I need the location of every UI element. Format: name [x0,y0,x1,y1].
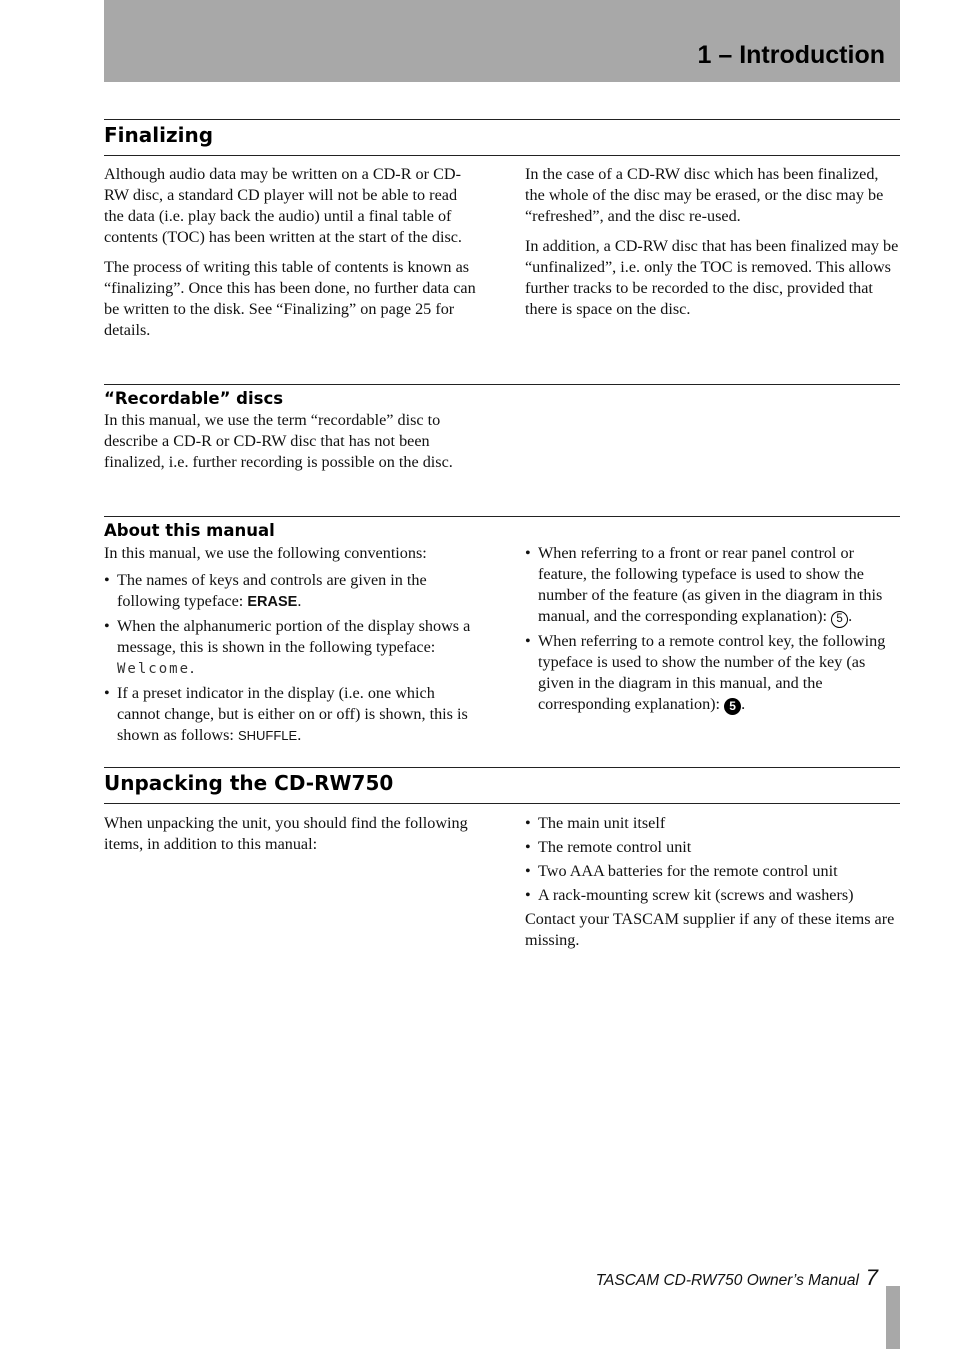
finalizing-heading: Finalizing [104,123,214,147]
list-item: • Two AAA batteries for the remote control unit [525,861,901,882]
about-right-column [525,543,901,718]
section-rule-bottom [104,803,900,804]
subsection-rule [104,384,900,385]
paragraph: The process of writing this table of contents is known as “finalizing”. Once this has been done, no further data can be written to the disk. See “Finalizing” on page 25 for details. [104,258,476,339]
page-edge-tab [886,1286,900,1349]
list-item-text: If a preset indicator in the display (i.e. one which cannot change, but is either on or off) is shown, this is shown as follows: [117,684,468,744]
indicator-typeface-example: SHUFFLE [237,728,298,743]
list-item-text: The names of keys and controls are given in the following typeface: [117,571,427,610]
list-item: • If a preset indicator in the display (i.e. one which cannot change, but is either on or off) is shown, this is shown as follows: SHUFFLE. [104,683,480,746]
display-typeface-example: Welcome [117,661,191,677]
key-typeface-example: ERASE [247,594,298,610]
unpacking-right-column [525,813,901,960]
subsection-rule [104,516,900,517]
about-heading: About this manual [104,521,275,540]
list-item-text: When the alphanumeric portion of the display shows a message, this is shown in the following typeface: [117,617,471,656]
chapter-title: 1 – Introduction [697,41,885,69]
unpacking-left-column [104,813,480,864]
conventions-list [525,543,901,715]
footer-manual-title: TASCAM CD-RW750 Owner’s Manual [595,1272,859,1289]
paragraph: In this manual, we use the term “recordable” disc to describe a CD-R or CD-RW disc that has not been finalized, i.e. further recording is possible on the disc. [104,411,453,471]
finalizing-right-column [525,164,901,329]
paragraph: In the case of a CD-RW disc which has been finalized, the whole of the disc may be erased, or the disc may be “refreshed”, and the disc re-used. [525,165,884,225]
chapter-header-band [104,0,900,82]
conventions-list [104,570,480,746]
page-number: 7 [865,1265,878,1290]
section-rule-top [104,767,900,768]
list-item: • When referring to a front or rear panel control or feature, the following typeface is used to show the number of the feature (as given in the diagram in this manual, and the corresponding explanation): 5 . [525,543,901,628]
list-item: • A rack-mounting screw kit (screws and washers) [525,885,901,906]
list-item-text: When referring to a remote control key, the following typeface is used to show the number of the key (as given in the diagram in this manual, and the corresponding explanation): [538,632,886,713]
list-item: • The remote control unit [525,837,901,858]
paragraph: Contact your TASCAM supplier if any of these items are missing. [525,910,895,949]
paragraph: When unpacking the unit, you should find the following items, in addition to this manual: [104,814,468,853]
paragraph: In this manual, we use the following conventions: [104,544,427,562]
paragraph: In addition, a CD-RW disc that has been finalized may be “unfinalized”, i.e. only the TOC is removed. This allows further tracks to be recorded to the disc, provided that there is space on the disc. [525,237,899,318]
paragraph: Although audio data may be written on a CD-R or CD-RW disc, a standard CD player will not be able to read the data (i.e. play back the audio) until a final table of contents (TOC) has been written at the start of the disc. [104,165,462,246]
finalizing-left-column [104,164,480,350]
section-rule-bottom [104,155,900,156]
list-item: • The names of keys and controls are given in the following typeface: ERASE. [104,570,480,613]
section-rule-top [104,119,900,120]
recordable-heading: “Recordable” discs [104,389,284,408]
list-item-text: When referring to a front or rear panel control or feature, the following typeface is used to show the number of the feature (as given in the diagram in this manual, and the corresponding explanation): [538,544,883,625]
list-item: • When the alphanumeric portion of the display shows a message, this is shown in the following typeface: Welcome. [104,616,480,680]
about-left-column [104,543,480,749]
recordable-column [104,410,480,482]
contents-list [525,813,901,906]
filled-number-icon: 5 [724,698,741,715]
unpacking-heading: Unpacking the CD-RW750 [104,771,394,795]
outlined-number-icon: 5 [831,611,848,628]
list-item: • The main unit itself [525,813,901,834]
list-item: • When referring to a remote control key, the following typeface is used to show the number of the key (as given in the diagram in this manual, and the corresponding explanation): 5 . [525,631,901,715]
